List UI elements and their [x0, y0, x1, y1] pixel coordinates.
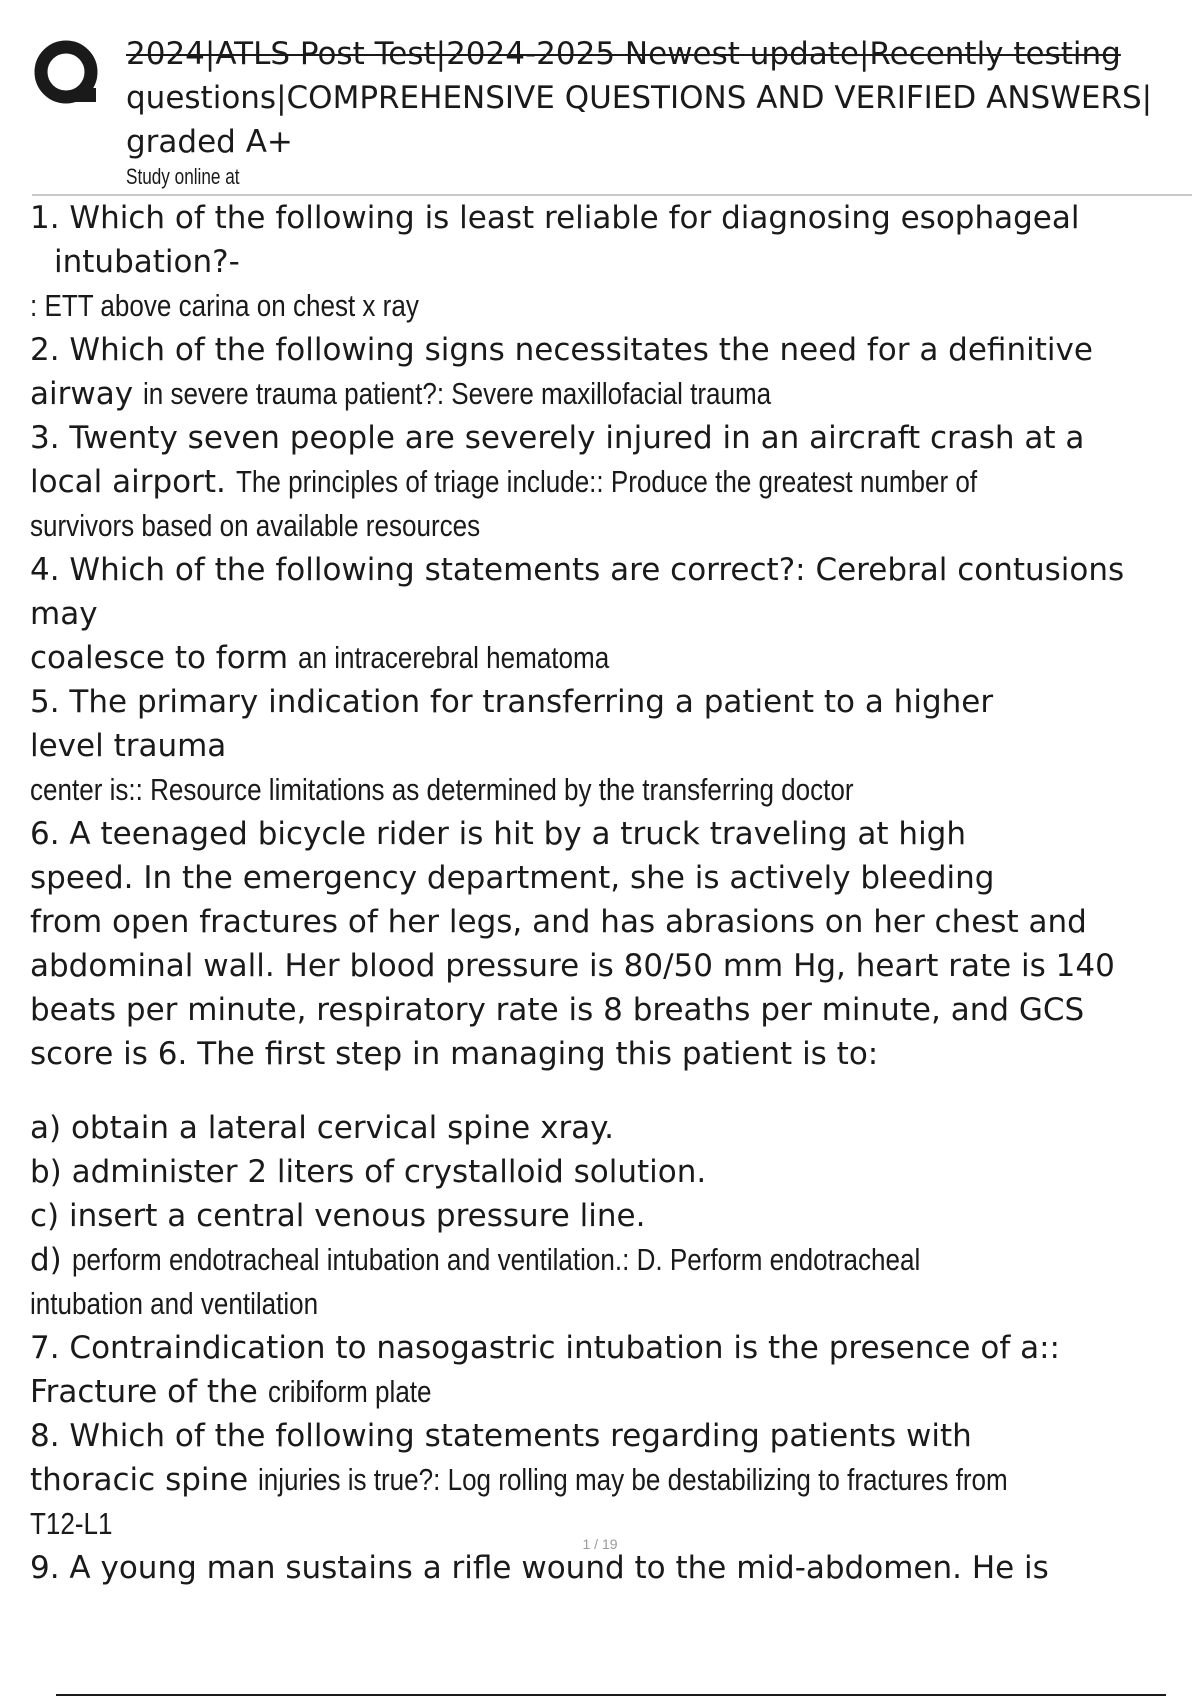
question-7-line-2b: cribiform plate — [267, 1374, 432, 1409]
document-body — [30, 196, 1190, 1590]
study-online-text: Study online at — [126, 164, 240, 189]
q-logo-icon — [32, 36, 104, 108]
question-2-line-2a: airway — [30, 376, 134, 412]
question-1-line-1: 1. Which of the following is least reliable for diagnosing esophageal — [30, 200, 1080, 236]
question-4 — [30, 548, 1190, 680]
question-8-line-2a: thoracic spine — [30, 1462, 249, 1498]
question-8-line-3: T12-L1 — [30, 1506, 113, 1541]
question-8-line-2b: injuries is true?: Log rolling may be destabilizing to fractures from — [258, 1462, 1008, 1497]
question-2-answer: in severe trauma patient?: Severe maxillofacial trauma — [142, 376, 772, 411]
question-6-choice-d-line-2: intubation and ventilation — [30, 1286, 319, 1321]
question-1-answer-text: : ETT above carina on chest x ray — [30, 288, 419, 323]
question-5-answer: center is:: Resource limitations as determined by the transferring doctor — [30, 772, 854, 807]
question-6-line-3: from open fractures of her legs, and has abrasions on her chest and — [30, 904, 1087, 940]
question-1-line-2: intubation?- — [54, 244, 240, 280]
question-2 — [30, 328, 1190, 416]
question-6-line-2: speed. In the emergency department, she is actively bleeding — [30, 860, 995, 896]
question-1-answer — [30, 284, 1190, 328]
title-line-2: questions|COMPREHENSIVE QUESTIONS AND VERIFIED ANSWERS| — [126, 80, 1153, 116]
question-3 — [30, 416, 1190, 548]
title-line-3: graded A+ — [126, 124, 293, 160]
question-4-line-2b: an intracerebral hematoma — [297, 640, 610, 675]
question-6 — [30, 812, 1190, 1076]
question-7-line-2a: Fracture of the — [30, 1374, 258, 1410]
question-9 — [30, 1546, 1190, 1590]
document-title — [126, 32, 1186, 164]
question-6-choice-d-text: perform endotracheal intubation and ventilation.: D. Perform endotracheal — [71, 1242, 920, 1277]
question-4-line-1: 4. Which of the following statements are correct?: Cerebral contusions may — [30, 552, 1125, 632]
question-7 — [30, 1326, 1190, 1414]
footer-divider — [56, 1694, 1166, 1696]
question-3-line-2b: The principles of triage include:: Produce the greatest number of — [235, 464, 977, 499]
question-6-line-1: 6. A teenaged bicycle rider is hit by a truck traveling at high — [30, 816, 967, 852]
question-6-line-6: score is 6. The first step in managing this patient is to: — [30, 1036, 879, 1072]
question-8-line-1: 8. Which of the following statements regarding patients with — [30, 1418, 972, 1454]
question-5-line-2a: level trauma — [30, 728, 227, 764]
question-2-line-1: 2. Which of the following signs necessitates the need for a definitive — [30, 332, 1093, 368]
question-5-line-1: 5. The primary indication for transferring a patient to a higher — [30, 684, 994, 720]
question-6-choice-c: c) insert a central venous pressure line. — [30, 1198, 646, 1234]
question-4-line-2a: coalesce to form — [30, 640, 289, 676]
question-8 — [30, 1414, 1190, 1546]
question-5 — [30, 680, 1190, 812]
question-6-choice-d-prefix: d) — [30, 1242, 62, 1278]
page-number: 1 / 19 — [582, 1536, 618, 1552]
document-header — [32, 28, 1192, 198]
question-3-answer: survivors based on available resources — [30, 508, 481, 543]
question-6-choice-b: b) administer 2 liters of crystalloid solution. — [30, 1154, 707, 1190]
question-9-line-1: 9. A young man sustains a rifle wound to the mid-abdomen. He is — [30, 1550, 1049, 1586]
question-6-choice-a: a) obtain a lateral cervical spine xray. — [30, 1110, 614, 1146]
question-6-line-5: beats per minute, respiratory rate is 8 breaths per minute, and GCS — [30, 992, 1085, 1028]
spacer — [30, 1076, 1190, 1106]
question-6-choice-d — [30, 1238, 1190, 1326]
question-3-line-2a: local airport. — [30, 464, 226, 500]
question-1 — [30, 196, 1190, 284]
title-line-1: 2024|ATLS Post Test|2024-2025 Newest update|Recently testing — [126, 36, 1121, 72]
question-7-line-1: 7. Contraindication to nasogastric intubation is the presence of a:: — [30, 1330, 1060, 1366]
question-3-line-1: 3. Twenty seven people are severely injured in an aircraft crash at a — [30, 420, 1085, 456]
question-6-line-4: abdominal wall. Her blood pressure is 80/50 mm Hg, heart rate is 140 — [30, 948, 1115, 984]
